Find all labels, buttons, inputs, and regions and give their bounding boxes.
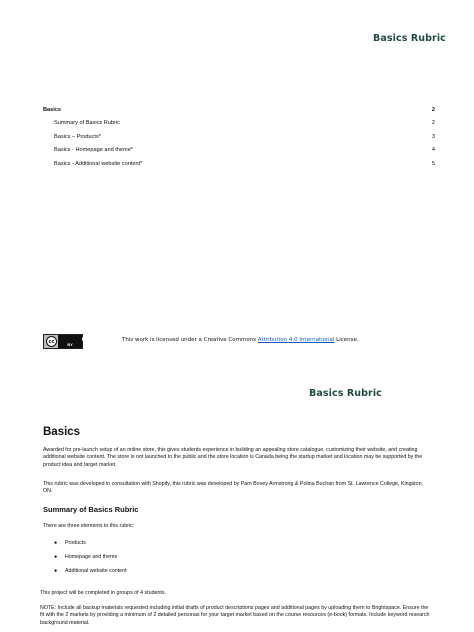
list-item: Additional website content xyxy=(65,568,127,574)
license-prefix: This work is licensed under a Creative Commons xyxy=(122,337,258,343)
by-label: BY xyxy=(67,342,73,347)
cc-license-badge xyxy=(43,334,83,349)
toc-label: Basics xyxy=(43,107,62,113)
toc-label: Summary of Basics Rubric xyxy=(54,120,120,126)
elements-intro: There are three elements to this rubric: xyxy=(43,523,135,529)
list-item: Products xyxy=(65,540,86,546)
section-heading: Summary of Basics Rubric xyxy=(43,505,139,514)
toc-page: 3 xyxy=(431,134,435,140)
bullet-icon: ● xyxy=(54,554,58,560)
backup-note: NOTE: Include all backup materials requested including initial drafts of product descriptions pages and additional pages by uploading them to Brightspace. Ensure the fit with the 2 markets by providing a minimum of 2 detailed personas for your target market based on the course resources (e-book) formats. Include keyword research background material. xyxy=(40,605,430,626)
license-text xyxy=(122,337,359,343)
toc-page: 4 xyxy=(431,147,435,153)
toc-item-summary[interactable] xyxy=(54,120,435,130)
intro-paragraph: Awarded for pre-launch setup of an online store, this gives students experience in building an appealing store catalogue, customizing their website, and creating additional website content. The store is not launched to the public and the store location is Canada being the startup market and location may be supported by the product idea and target market. xyxy=(43,447,423,468)
toc-label: Basics - Additional website content* xyxy=(54,161,143,167)
toc-label: Basics – Products* xyxy=(54,134,101,140)
groups-note: This project will be completed in groups of 4 students. xyxy=(40,590,167,596)
toc-item-additional-content[interactable] xyxy=(54,161,435,171)
page-title: Basics xyxy=(43,426,81,438)
toc-page: 5 xyxy=(431,161,435,167)
cc-icon: cc xyxy=(46,336,57,347)
credit-paragraph: This rubric was developed in consultation with Shopify, this rubric was developed by Pam Bovey Armstrong & Polina Buchan from St. Lawrence College, Kingston, ON. xyxy=(43,481,423,495)
license-link[interactable]: Attribution 4.0 International xyxy=(257,337,335,343)
toc-page: 2 xyxy=(431,107,435,113)
toc-item-basics[interactable] xyxy=(43,107,435,117)
by-icon xyxy=(58,335,82,348)
person-icon xyxy=(82,336,88,342)
bullet-icon: ● xyxy=(54,568,58,574)
page2-header: Basics Rubric xyxy=(309,388,382,399)
page1-header: Basics Rubric xyxy=(373,33,446,44)
toc-item-homepage[interactable] xyxy=(54,147,435,157)
toc-page: 2 xyxy=(431,120,435,126)
bullet-icon: ● xyxy=(54,540,58,546)
list-item: Homepage and theme xyxy=(65,554,118,560)
license-suffix: License. xyxy=(334,337,359,343)
toc-item-products[interactable] xyxy=(54,134,435,144)
toc-label: Basics - Homepage and theme* xyxy=(54,147,133,153)
